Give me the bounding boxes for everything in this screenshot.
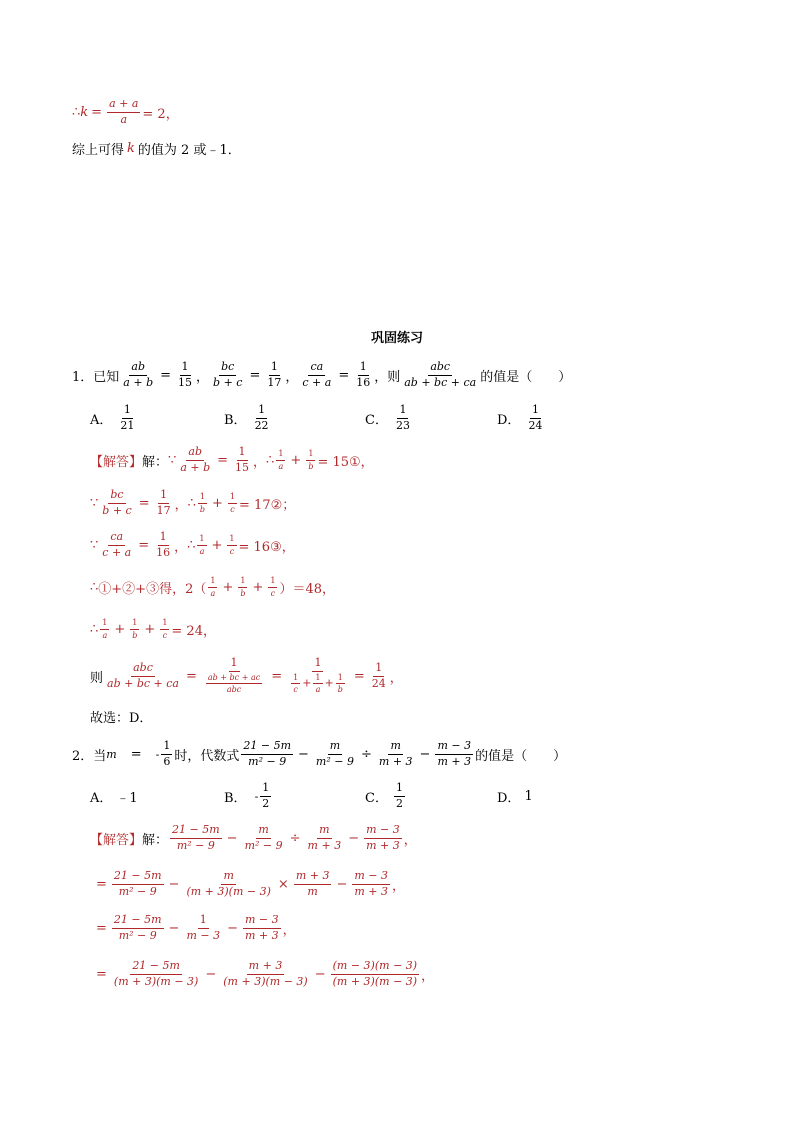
frac-num: 21 − 5m [130,960,182,975]
choice-value: 1 [524,788,533,804]
choice-num: 1 [256,404,267,419]
frac-den: m² − 9 [118,884,157,898]
q1-choice-a [90,398,138,438]
q1-frac3 [300,361,333,389]
therefore-symbol: ∴ [72,104,81,120]
frac-num: 21 − 5m [112,870,164,885]
final-tail: = 24， [171,623,216,639]
q1-frac2 [211,361,244,389]
q1-target-den: ab + bc + ca [404,375,477,389]
choice-fraction [253,404,271,432]
sum-text: ①+②+③得，2（ [98,581,207,597]
q2-solution-line1: 【解答】 解： $\frac{21 - 5m}{\text{m² − 9}}$ − $\frac{m}{\text{m² − 9}}$ ÷ $\frac{m}{m + 3}$ − $\frac{m - 3}{m + 3}$ ， [90,822,417,852]
answer-tail: ， [389,670,403,686]
q1-frac3-rhs-den: 16 [356,375,371,389]
q1-text-after: 的值是（ ） [480,369,572,385]
frac-num: m − 3 [243,914,281,929]
q1-frac3-den: c + a [302,375,332,389]
q1-frac3-rhs [354,361,372,389]
frac-den: m [307,884,318,898]
conclusion-variable: k [127,140,135,156]
choice-num: 1 [260,782,271,797]
frac-num: m [328,740,342,755]
k-fraction [107,98,140,126]
choice-neg: - [254,789,259,803]
solution-jie: 解： [142,832,169,848]
q1-frac1 [121,361,155,389]
q1-text-before: 已知 [93,369,120,385]
k-fraction-numerator: a + a [107,98,140,113]
choice-label: B． [224,790,247,806]
choice-label: C． [365,412,388,428]
q1-choose: 故选：D． [90,710,153,726]
frac-num: ca [108,531,125,546]
choice-label: D． [497,412,521,428]
choice-label: C． [365,790,388,806]
q1-frac3-rhs-num: 1 [358,361,369,376]
frac-num: ab [186,446,204,461]
frac-den: c + a [102,545,132,559]
frac-num: m [317,824,331,839]
q2-dang: 当 [93,748,107,764]
q2-time-text: 时，代数式 [174,748,240,764]
frac-den: 24 [371,676,386,690]
frac-den: 16 [156,545,171,559]
q1-solution-line2: ∵ $\frac{bc}{b + c}$ = $\frac{1}{17}$ ， ∴ $\frac{1}{b}$ + $\frac{1}{c}$ = 17②； [90,487,296,517]
q1-solution-line4: ∴ ①+②+③得，2（ $\frac{1}{a}$ + $\frac{1}{b}$ + $\frac{1}{c}$ ）＝48， [90,576,336,598]
frac-num: ab + bc + ac [206,673,262,684]
choice-den: 23 [395,418,410,432]
choice-num: 1 [530,404,541,419]
q1-choice-d [497,398,546,438]
frac-num: 21 − 5m [112,914,164,929]
q1-frac1-rhs-num: 1 [180,361,191,376]
q1-number: 1． [72,369,94,385]
frac-num: abc [131,662,155,677]
therefore-symbol: ∴ [187,537,196,553]
eq1-tail: = 15①， [317,454,374,470]
frac-den: (m + 3)(m − 3) [186,884,271,898]
frac-num: 21 − 5m [241,740,293,755]
frac-den: m + 3 [354,884,388,898]
q1-frac2-rhs [265,361,283,389]
q2-choice-b [224,776,273,816]
k-result: = 2， [142,106,179,122]
frac-num: m [256,824,270,839]
equals-sign: = [91,104,103,120]
frac-den: (m + 3)(m − 3) [332,974,418,988]
choice-den: 2 [262,796,270,810]
because-symbol: ∵ [90,537,99,553]
frac-den: b + c [102,503,132,517]
frac-num: bc [108,489,125,504]
intro-k-equation [72,92,179,132]
q2-solution-line2: = $\frac{21 - 5m}{\text{m² − 9}}$ − $\frac{m}{(m + 3)(m - 3)}$ × $\frac{m + 3}{m}$ − $\frac{m - 3}{m + 3}$ ， [96,868,406,898]
q1-frac1-num: ab [129,361,147,376]
frac-den: ab + bc + ca [107,676,179,690]
choice-label: A． [90,412,113,428]
q2-m-variable: m [106,747,117,761]
solution-tag: 【解答】 [90,454,143,470]
choice-num: 1 [122,404,133,419]
frac-num: 1 [198,914,209,929]
frac-den: 17 [156,503,171,517]
k-fraction-denominator: a [120,112,128,126]
q2-number: 2． [72,748,94,764]
q1-frac2-rhs-num: 1 [269,361,280,376]
frac-den: m² − 9 [176,838,215,852]
therefore-symbol: ∴ [90,579,99,595]
frac-den: m² − 9 [118,928,157,942]
q2-solution-line3: = $\frac{21 - 5m}{\text{m² − 9}}$ − $\frac{1}{m - 3}$ − $\frac{m - 3}{m + 3}$ ， [96,912,296,942]
choice-fraction [118,404,136,432]
frac-num: 1 [373,662,384,677]
frac-den: m + 3 [307,838,342,852]
q1-frac1-rhs-den: 15 [178,375,193,389]
frac-num: 1 [158,489,169,504]
choice-label: B． [224,412,247,428]
q2-eq: = [130,746,142,762]
ze-text: 则 [90,670,104,686]
choice-den: 2 [395,796,403,810]
conclusion-suffix: 的值为 2 或﹣1． [137,142,241,158]
frac-den: m + 3 [366,838,400,852]
frac-num: m [221,870,235,885]
q2-choice-a [90,776,138,816]
frac-num: 21 − 5m [170,824,222,839]
q2-choice-c [365,776,407,816]
q2-neg: - [155,747,160,761]
q1-solution-line1: 【解答】 解： ∵ $\frac{ab}{a + b}$ = $\frac{1}{15}$ ， ∴ $\frac{1}{a}$ + $\frac{1}{b}$ = 15①， [90,444,374,474]
choice-fraction [394,404,412,432]
q2-text-after: 的值是（ ） [475,748,567,764]
q1-solution-line6: 则 $\frac{\text{abc}}{ab + bc + ca}$ = $\frac{1}{\frac{ab + bc + ac}{\text{abc}}}$ = 1 $\frac{1}{c}$ + $\frac{1}{a}$ + $\frac{1}{b}$ = $\frac{1}{24}$ ， [90,656,403,695]
q2-stem: 2． 当 m = - $\frac{1}{6}$ 时，代数式 $\frac{21 - 5m}{\text{m² − 9}}$ − $\frac{m}{\text{m² − 9}}$ ÷ $\frac{m}{m + 3}$ − $\frac{m - 3}{m + 3}$ 的值是（ ） [72,738,567,768]
frac-num: m − 3 [364,824,402,839]
frac-num: 1 [237,446,248,461]
q1-target-num: abc [428,361,452,376]
choice-label: D． [497,790,521,806]
frac-num: (m − 3)(m − 3) [331,960,419,975]
frac-den: m + 3 [245,928,279,942]
therefore-symbol: ∴ [266,452,275,468]
choice-fraction [526,404,544,432]
choice-den: 22 [254,418,269,432]
choice-value: ﹣1 [116,790,138,806]
q1-target-frac [402,361,478,389]
frac-den: (m + 3)(m − 3) [113,974,199,988]
q1-solution-line5: ∴ $\frac{1}{a}$ + $\frac{1}{b}$ + $\frac{1}{c}$ = 24， [90,618,216,640]
frac-den: m + 3 [437,754,472,768]
eq3-tail: = 16③， [238,539,295,555]
q1-frac2-num: bc [219,361,236,376]
frac-num: m − 3 [352,870,390,885]
therefore-symbol: ∴ [187,495,196,511]
choice-num: 1 [397,404,408,419]
q1-solution-line3: ∵ $\frac{ca}{c + a}$ = $\frac{1}{16}$ ， ∴ $\frac{1}{a}$ + $\frac{1}{c}$ = 16③， [90,529,295,559]
frac-den: abc [226,685,242,695]
q1-frac3-num: ca [308,361,325,376]
q1-choice-b [224,398,273,438]
choice-num: 1 [394,782,405,797]
frac-den: m + 3 [378,754,413,768]
frac-den: a + b [180,460,211,474]
because-symbol: ∵ [168,452,177,468]
choice-den: 21 [120,418,135,432]
choice-den: 24 [528,418,543,432]
therefore-symbol: ∴ [90,621,99,637]
frac-den: m² − 9 [244,838,283,852]
frac-num: 1 [158,531,169,546]
frac-den: 15 [235,460,250,474]
q1-frac2-rhs-den: 17 [267,375,282,389]
frac-num: 1 [161,740,172,755]
intro-conclusion [72,128,241,168]
because-symbol: ∵ [90,495,99,511]
q1-frac1-rhs [176,361,194,389]
solution-tag: 【解答】 [90,832,143,848]
k-variable: k [80,104,89,120]
frac-num: m [388,740,402,755]
q1-stem: 1． 已知 $\frac{ab}{a + b}$ = $\frac{1}{15}$ ， $\frac{bc}{b + c}$ = $\frac{1}{17}$ ， $\frac{ca}{c + a}$ = $\frac{1}{16}$ ，则 $\frac{\text{abc}}{ab + bc + ca}$ 的值是（ ） [72,359,572,389]
q2-choice-d [497,776,533,816]
q1-frac2-den: b + c [213,375,243,389]
frac-den: m² − 9 [248,754,287,768]
q1-frac1-den: a + b [123,375,154,389]
frac-den: m − 3 [186,928,221,942]
eq2-tail: = 17②； [239,497,296,513]
sum-tail: ）＝48， [279,581,336,597]
conclusion-prefix: 综上可得 [72,142,125,158]
choice-label: A． [90,790,113,806]
frac-den: 6 [163,754,171,768]
frac-num: m + 3 [294,870,332,885]
q2-solution-line4: = $\frac{21 - 5m}{(m + 3)(m - 3)}$ − $\frac{m + 3}{(m + 3)(m - 3)}$ − $\frac{(m - 3)(m - 3)}{(m + 3)(m - 3)}$ ， [96,958,435,988]
frac-den: (m + 3)(m − 3) [223,974,308,988]
q1-then: ，则 [374,369,401,385]
solution-jie: 解： [142,454,169,470]
q1-choice-c [365,398,414,438]
section-title: 巩固练习 [370,331,423,346]
frac-num: m + 3 [247,960,285,975]
frac-den: m² − 9 [315,754,354,768]
frac-num: m − 3 [435,740,473,755]
